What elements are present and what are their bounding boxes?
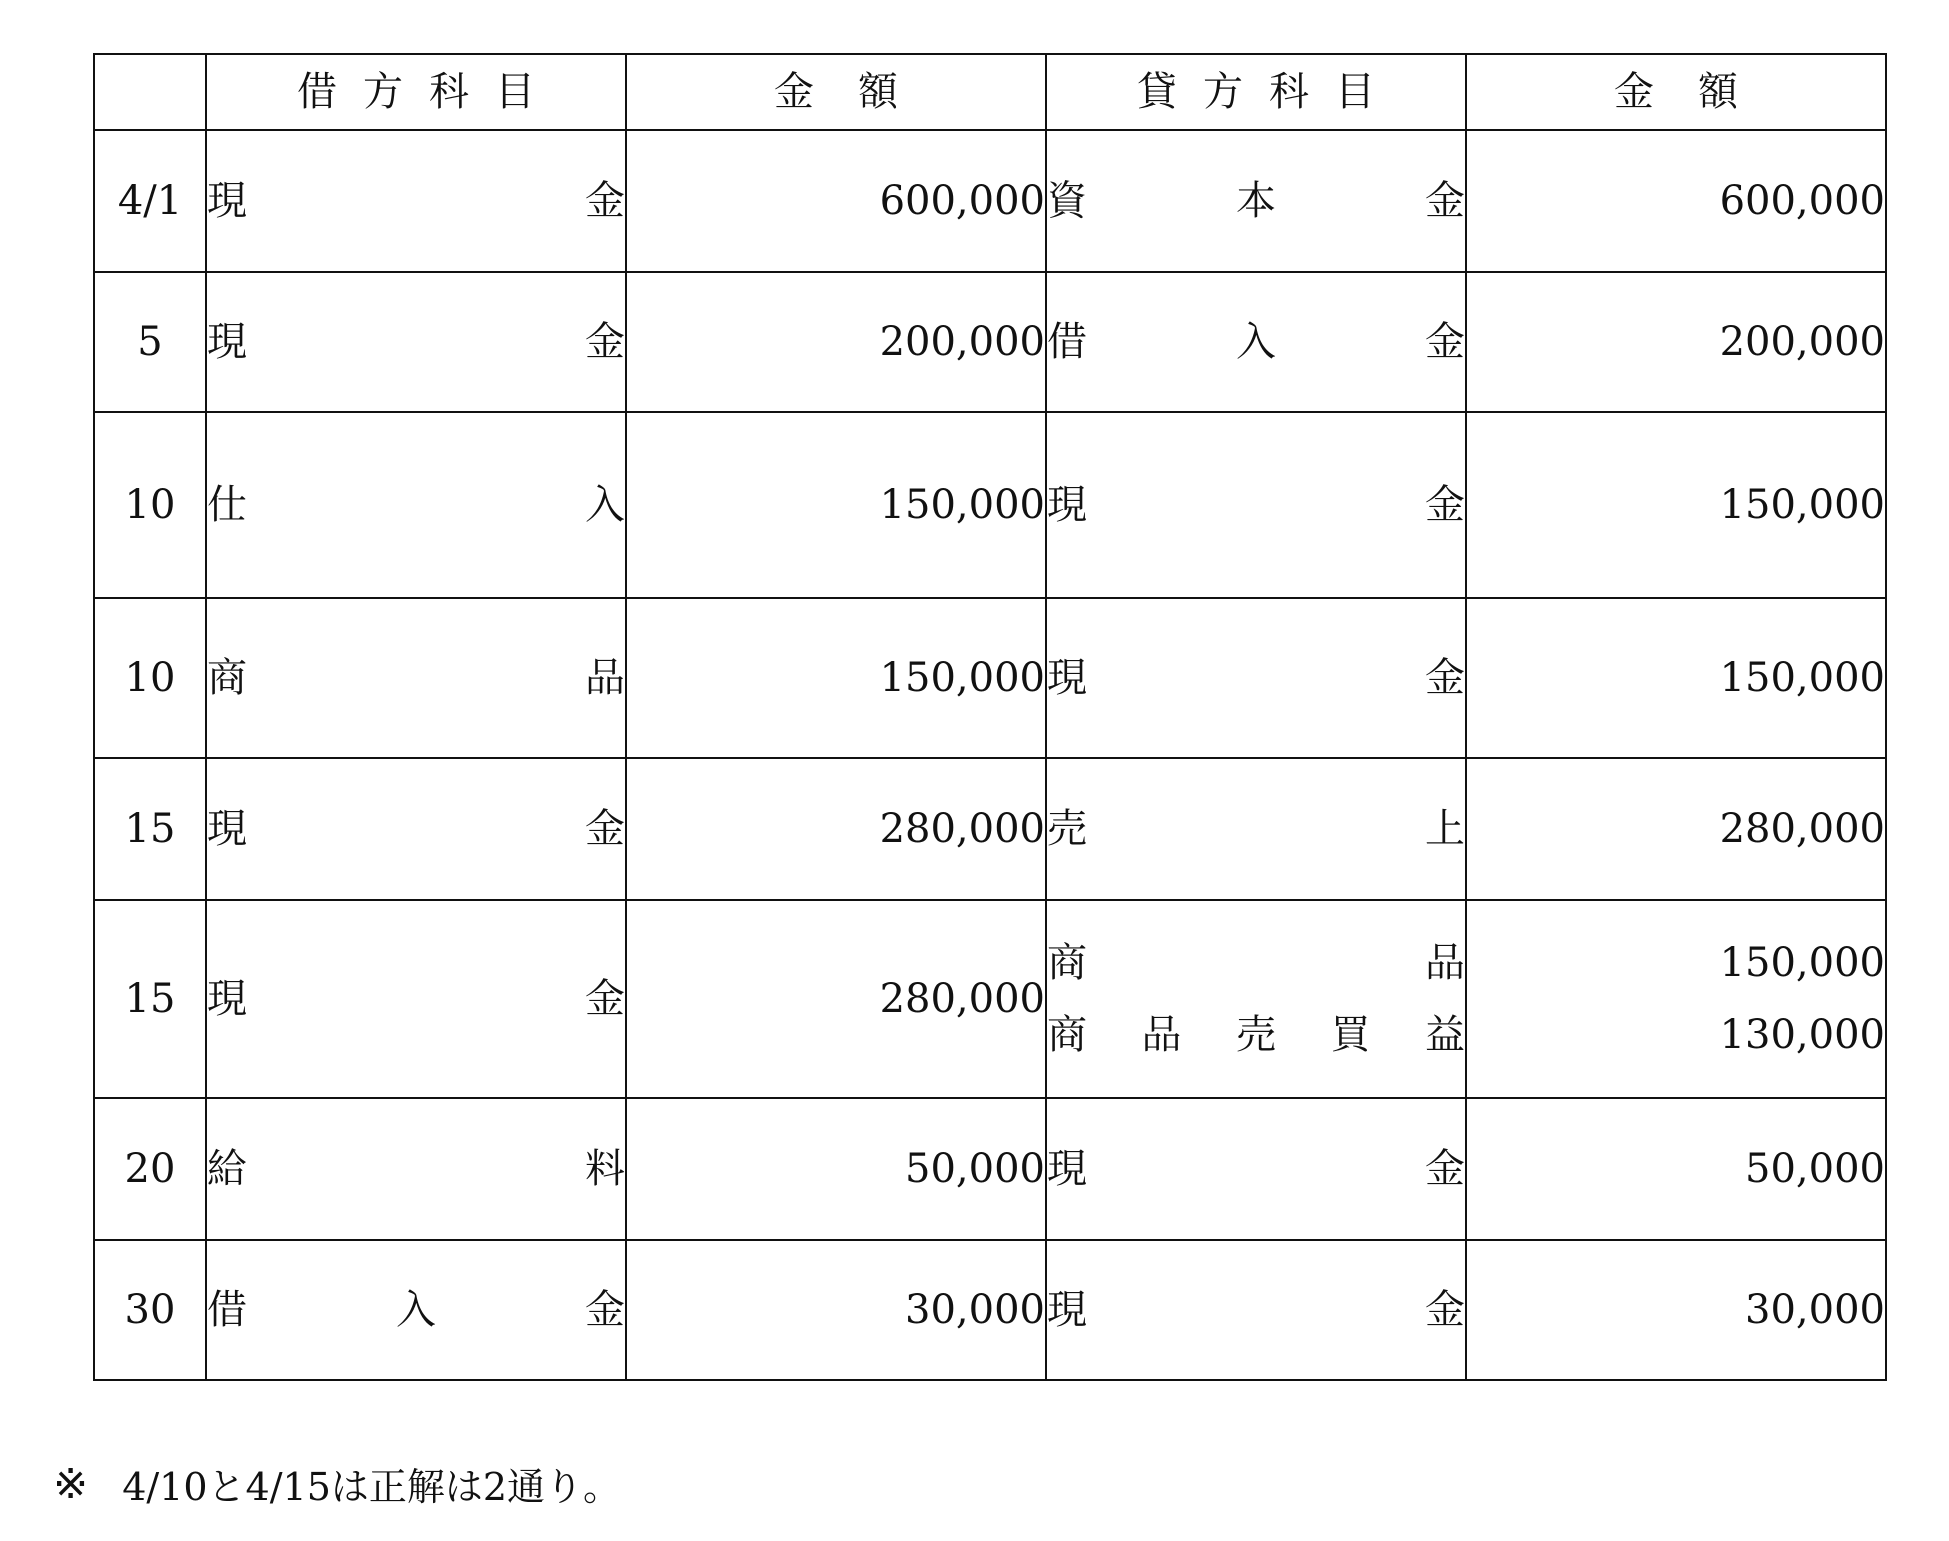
- credit-amount-cell: [1466, 758, 1886, 900]
- journal-row: [94, 130, 1886, 272]
- header-credit-amount-label: 金額: [1614, 69, 1782, 115]
- debit-account-char: 入: [585, 482, 625, 528]
- date-cell: 15: [94, 758, 206, 900]
- credit-amount: 50,000: [1745, 1146, 1885, 1192]
- debit-amount: 200,000: [879, 319, 1045, 365]
- debit-amount-cell: [626, 272, 1046, 412]
- credit-account-char: 商: [1047, 940, 1087, 986]
- debit-account-char: 金: [585, 806, 625, 852]
- debit-account-char: 借: [207, 1287, 247, 1333]
- credit-account-char: 買: [1330, 1012, 1371, 1058]
- debit-account-char: 商: [207, 655, 247, 701]
- credit-account-name: [1047, 306, 1465, 378]
- date-cell: 30: [94, 1240, 206, 1380]
- debit-amount: 600,000: [879, 178, 1045, 224]
- debit-account-char: 仕: [207, 482, 247, 528]
- header-date: [94, 54, 206, 130]
- debit-account-cell: [206, 1240, 626, 1380]
- debit-account-cell: [206, 1098, 626, 1240]
- credit-amount: 150,000: [1719, 940, 1885, 986]
- footnote-text: 4/10と4/15は正解は2通り。: [122, 1465, 622, 1509]
- credit-account-cell: [1046, 272, 1466, 412]
- debit-amount: 280,000: [879, 806, 1045, 852]
- debit-amount-cell: [626, 412, 1046, 598]
- journal-row: [94, 272, 1886, 412]
- debit-amount: 150,000: [879, 482, 1045, 528]
- credit-account-char: 品: [1141, 1012, 1182, 1058]
- debit-account-cell: [206, 900, 626, 1098]
- credit-amount-cell: [1466, 130, 1886, 272]
- debit-amount-cell: [626, 900, 1046, 1098]
- credit-account-char: 益: [1425, 1012, 1465, 1058]
- credit-account-char: 金: [1425, 319, 1465, 365]
- debit-amount: 150,000: [879, 655, 1045, 701]
- credit-account-cell: [1046, 758, 1466, 900]
- journal-row: [94, 758, 1886, 900]
- debit-account-name: [207, 469, 625, 541]
- debit-account-char: 現: [207, 178, 247, 224]
- header-debit-amount: [626, 54, 1046, 130]
- debit-account-cell: [206, 272, 626, 412]
- header-credit-amount: [1466, 54, 1886, 130]
- credit-account-char: 現: [1047, 655, 1087, 701]
- credit-account-char: 金: [1425, 1287, 1465, 1333]
- debit-account-name: [207, 642, 625, 714]
- credit-account-cell: [1046, 412, 1466, 598]
- credit-account-char: 入: [1236, 319, 1276, 365]
- debit-amount-cell: [626, 1098, 1046, 1240]
- credit-account-char: 金: [1425, 1146, 1465, 1192]
- credit-amount: 280,000: [1719, 806, 1885, 852]
- debit-account-char: 金: [585, 1287, 625, 1333]
- credit-amount: 150,000: [1719, 482, 1885, 528]
- debit-amount: 50,000: [905, 1146, 1045, 1192]
- credit-amount: 150,000: [1719, 655, 1885, 701]
- debit-account-char: 現: [207, 806, 247, 852]
- debit-account-name: [207, 963, 625, 1035]
- debit-amount-cell: [626, 130, 1046, 272]
- footnote: [53, 1456, 621, 1511]
- journal-row: [94, 1240, 1886, 1380]
- credit-account-char: 資: [1047, 178, 1087, 224]
- debit-account-char: 品: [585, 655, 625, 701]
- credit-amount: 600,000: [1719, 178, 1885, 224]
- credit-amount: 200,000: [1719, 319, 1885, 365]
- debit-account-char: 現: [207, 319, 247, 365]
- credit-account-cell: [1046, 1240, 1466, 1380]
- credit-account-cell: [1046, 598, 1466, 758]
- credit-account-char: 売: [1047, 806, 1087, 852]
- date-cell: 10: [94, 598, 206, 758]
- debit-account-char: 金: [585, 319, 625, 365]
- credit-amount-cell: [1466, 1240, 1886, 1380]
- header-credit-account-label: 貸方科目: [1137, 69, 1401, 115]
- credit-account-char: 上: [1425, 806, 1465, 852]
- debit-account-cell: [206, 758, 626, 900]
- debit-account-char: 金: [585, 178, 625, 224]
- journal-row: [94, 900, 1886, 1098]
- date-cell: 5: [94, 272, 206, 412]
- debit-amount-cell: [626, 598, 1046, 758]
- credit-account-char: 金: [1425, 482, 1465, 528]
- credit-account-name: [1047, 165, 1465, 237]
- debit-account-char: 金: [585, 976, 625, 1022]
- credit-account-name: [1047, 999, 1465, 1071]
- header-row: [94, 54, 1886, 130]
- debit-account-char: 給: [207, 1146, 247, 1192]
- debit-account-cell: [206, 130, 626, 272]
- header-credit-account: [1046, 54, 1466, 130]
- date-cell: 20: [94, 1098, 206, 1240]
- journal-body: [94, 130, 1886, 1380]
- credit-amount: 30,000: [1745, 1287, 1885, 1333]
- credit-account-char: 金: [1425, 655, 1465, 701]
- credit-account-char: 現: [1047, 482, 1087, 528]
- credit-account-char: 売: [1236, 1012, 1276, 1058]
- credit-amount-cell: [1466, 1098, 1886, 1240]
- credit-account-char: 商: [1047, 1012, 1087, 1058]
- credit-account-name: [1047, 927, 1465, 999]
- credit-account-name: [1047, 1133, 1465, 1205]
- credit-account-cell: [1046, 130, 1466, 272]
- credit-amount: 130,000: [1719, 1012, 1885, 1058]
- journal-row: [94, 598, 1886, 758]
- debit-amount: 30,000: [905, 1287, 1045, 1333]
- header-debit-account-label: 借方科目: [297, 69, 561, 115]
- debit-amount-cell: [626, 758, 1046, 900]
- credit-account-char: 本: [1236, 178, 1276, 224]
- credit-account-char: 現: [1047, 1287, 1087, 1333]
- credit-amount-cell: [1466, 412, 1886, 598]
- journal-row: [94, 1098, 1886, 1240]
- date-cell: 15: [94, 900, 206, 1098]
- credit-account-char: 現: [1047, 1146, 1087, 1192]
- debit-account-char: 料: [585, 1146, 625, 1192]
- debit-account-name: [207, 1274, 625, 1346]
- debit-account-char: 現: [207, 976, 247, 1022]
- journal-row: [94, 412, 1886, 598]
- debit-account-name: [207, 793, 625, 865]
- credit-account-cell: [1046, 900, 1466, 1098]
- debit-amount-cell: [626, 1240, 1046, 1380]
- debit-account-name: [207, 306, 625, 378]
- credit-amount-cell: [1466, 598, 1886, 758]
- credit-account-name: [1047, 469, 1465, 541]
- credit-account-name: [1047, 1274, 1465, 1346]
- date-cell: 4/1: [94, 130, 206, 272]
- credit-account-name: [1047, 793, 1465, 865]
- credit-account-cell: [1046, 1098, 1466, 1240]
- debit-amount: 280,000: [879, 976, 1045, 1022]
- debit-account-cell: [206, 598, 626, 758]
- credit-amount-cell: [1466, 272, 1886, 412]
- debit-account-name: [207, 1133, 625, 1205]
- header-debit-account: [206, 54, 626, 130]
- date-cell: 10: [94, 412, 206, 598]
- debit-account-cell: [206, 412, 626, 598]
- header-debit-amount-label: 金額: [774, 69, 942, 115]
- debit-account-char: 入: [396, 1287, 436, 1333]
- debit-account-name: [207, 165, 625, 237]
- credit-account-char: 品: [1425, 940, 1465, 986]
- credit-amount-cell: [1466, 900, 1886, 1098]
- credit-account-name: [1047, 642, 1465, 714]
- journal-table: [93, 53, 1887, 1381]
- credit-account-char: 借: [1047, 319, 1087, 365]
- footnote-mark: ※: [53, 1459, 89, 1508]
- credit-account-char: 金: [1425, 178, 1465, 224]
